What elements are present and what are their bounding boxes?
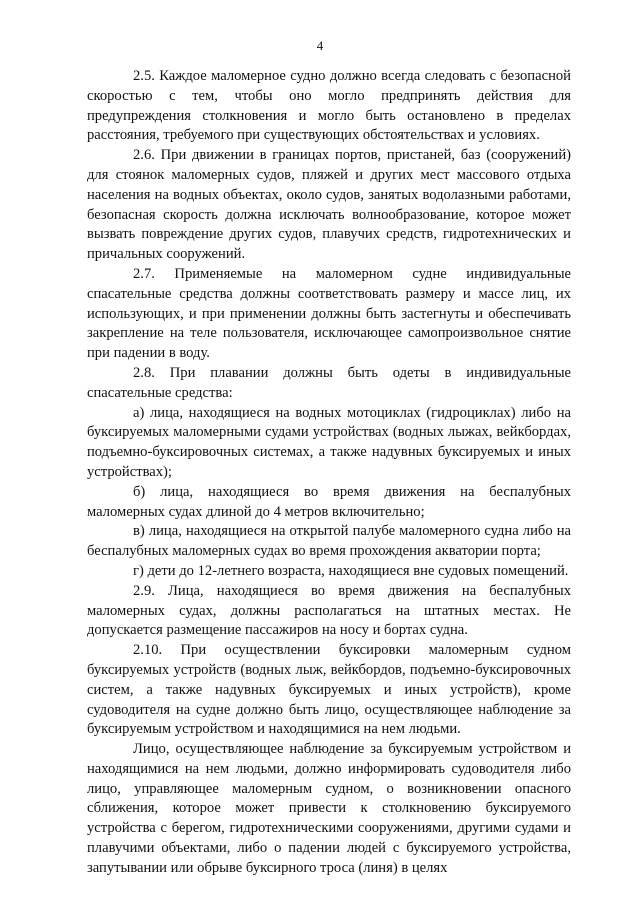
- paragraph-2-7: 2.7. Применяемые на маломерном судне индивидуальные спасательные средства должны соответствовать размеру и массе лиц, их использующих, и при применении должны быть застегнуты и обеспечивать закрепление на теле пользователя, исключающее самопроизвольное снятие при падении в воду.: [87, 265, 571, 362]
- paragraph-2-9: 2.9. Лица, находящиеся во время движения на беспалубных маломерных судах, должны располагаться на штатных местах. Не допускается размещение пассажиров на носу и бортах судна.: [87, 582, 571, 639]
- list-item-g: г) дети до 12-летнего возраста, находящиеся вне судовых помещений.: [133, 562, 569, 579]
- paragraph-2-5: 2.5. Каждое маломерное судно должно всегда следовать с безопасной скоростью с тем, чтобы оно могло предпринять действия для предупреждения столкновения и могло быть остановлено в пределах расстояния, требуемого при существующих обстоятельствах и условиях.: [87, 68, 571, 144]
- paragraph-2-6: 2.6. При движении в границах портов, пристаней, баз (сооружений) для стоянок маломерных судов, пляжей и других мест массового отдыха населения на водных объектах, около судов, занятых водолазными работами, безопасная скорость должна исключать волнообразование, которое может вызвать повреждение других судов, плавучих средств, гидротехнических и причальных сооружений.: [87, 147, 571, 263]
- page-number: 4: [316, 38, 324, 53]
- list-item-a: а) лица, находящиеся на водных мотоциклах (гидроциклах) либо на буксируемых маломерными судами устройствах (водных лыжах, вейкбордах, подъемно-буксировочных системах, а также надувных буксируемых и иных устройствах);: [87, 404, 571, 480]
- paragraph-2-10: 2.10. При осуществлении буксировки маломерным судном буксируемых устройств (водных лыж, вейкбордов, подъемно-буксировочных систем, а также надувных буксируемых и иных устройств), кроме судоводителя на судне должно быть лицо, осуществляющее наблюдение за буксируемым устройством и находящимися на нем людьми.: [87, 642, 571, 738]
- list-item-v: в) лица, находящиеся на открытой палубе маломерного судна либо на беспалубных маломерных судах во время прохождения акватории порта;: [87, 523, 571, 560]
- paragraph-observer: Лицо, осуществляющее наблюдение за буксируемым устройством и находящимися на нем людьми, должно информировать судоводителя либо лицо, управляющее маломерным судном, о возникновении опасного сближения, которое может привести к столкновению буксируемого устройства с берегом, гидротехническими сооружениями, другими судами и плавучими объектами, либо о падении людей с буксируемого устройства, запутывании или обрыве буксирного троса (линя) в целях: [87, 741, 571, 876]
- list-item-b: б) лица, находящиеся во время движения на беспалубных маломерных судах длиной до 4 метров включительно;: [87, 483, 571, 520]
- document-body: [87, 67, 571, 879]
- paragraph-2-8: 2.8. При плавании должны быть одеты в индивидуальные спасательные средства:: [87, 364, 571, 401]
